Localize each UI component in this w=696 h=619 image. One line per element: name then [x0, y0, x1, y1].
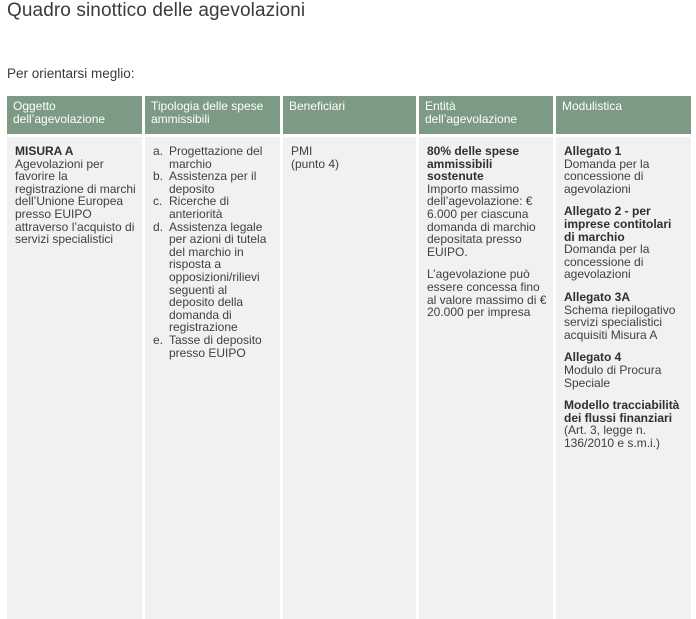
- list-item: a. Progettazione del marchio: [153, 144, 263, 171]
- intro-text: Per orientarsi meglio:: [7, 66, 135, 81]
- beneficiari-text: PMI (punto 4): [291, 144, 340, 171]
- list-item: d. Assistenza legale per azioni di tutela del marchio in risposta a opposizioni/rilievi seguenti al deposito della domanda di registrazione: [153, 219, 267, 335]
- header-oggetto: Oggetto dell’agevolazione: [7, 96, 142, 134]
- spese-list: [153, 145, 274, 359]
- header-beneficiari: Beneficiari: [283, 96, 416, 134]
- header-tipologia: Tipologia delle spese ammissibili: [145, 96, 280, 134]
- synoptic-table: [7, 96, 691, 616]
- entita-bold: 80% delle spese ammissibili sostenute: [427, 144, 520, 184]
- list-item: b. Assistenza per il deposito: [153, 169, 257, 196]
- header-entita: Entità dell’agevolazione: [419, 96, 553, 134]
- cell-entita: [419, 137, 553, 619]
- cell-modulistica: [556, 137, 691, 619]
- cell-beneficiari: [283, 137, 416, 619]
- misura-title: MISURA A: [15, 144, 74, 158]
- header-modulistica: Modulistica: [556, 96, 691, 134]
- cell-tipologia: [145, 137, 280, 619]
- entita-block-2: [427, 268, 547, 318]
- allegato-2: Allegato 2 - per imprese contitolari di marchio Domanda per la concessione di agevolazioni: [564, 204, 672, 282]
- list-item: c. Ricerche di anteriorità: [153, 194, 230, 221]
- entita-block-1: [427, 145, 547, 258]
- misura-description: Agevolazioni per favorire la registrazione di marchi dell’Unione Europea presso EUIPO attraverso l’acquisto di servizi specialistici: [15, 156, 136, 247]
- allegato-1: Allegato 1 Domanda per la concessione di agevolazioni: [564, 144, 650, 196]
- allegato-4: Allegato 4 Modulo di Procura Speciale: [564, 350, 662, 390]
- page-title: Quadro sinottico delle agevolazioni: [7, 0, 306, 21]
- entita-importo: Importo massimo dell’agevolazione: € 6.000 per ciascuna domanda di marchio depositata presso EUIPO.: [427, 181, 536, 259]
- list-item: e. Tasse di deposito presso EUIPO: [153, 332, 262, 360]
- cell-oggetto: [7, 137, 142, 619]
- entita-massimo: L’agevolazione può essere concessa fino al valore massimo di € 20.000 per impresa: [427, 267, 547, 320]
- modello-tracciabilita: Modello tracciabilità dei flussi finanziari (Art. 3, legge n. 136/2010 e s.m.i.): [564, 398, 680, 450]
- allegato-3a: Allegato 3A Schema riepilogativo servizi specialistici acquisiti Misura A: [564, 289, 676, 342]
